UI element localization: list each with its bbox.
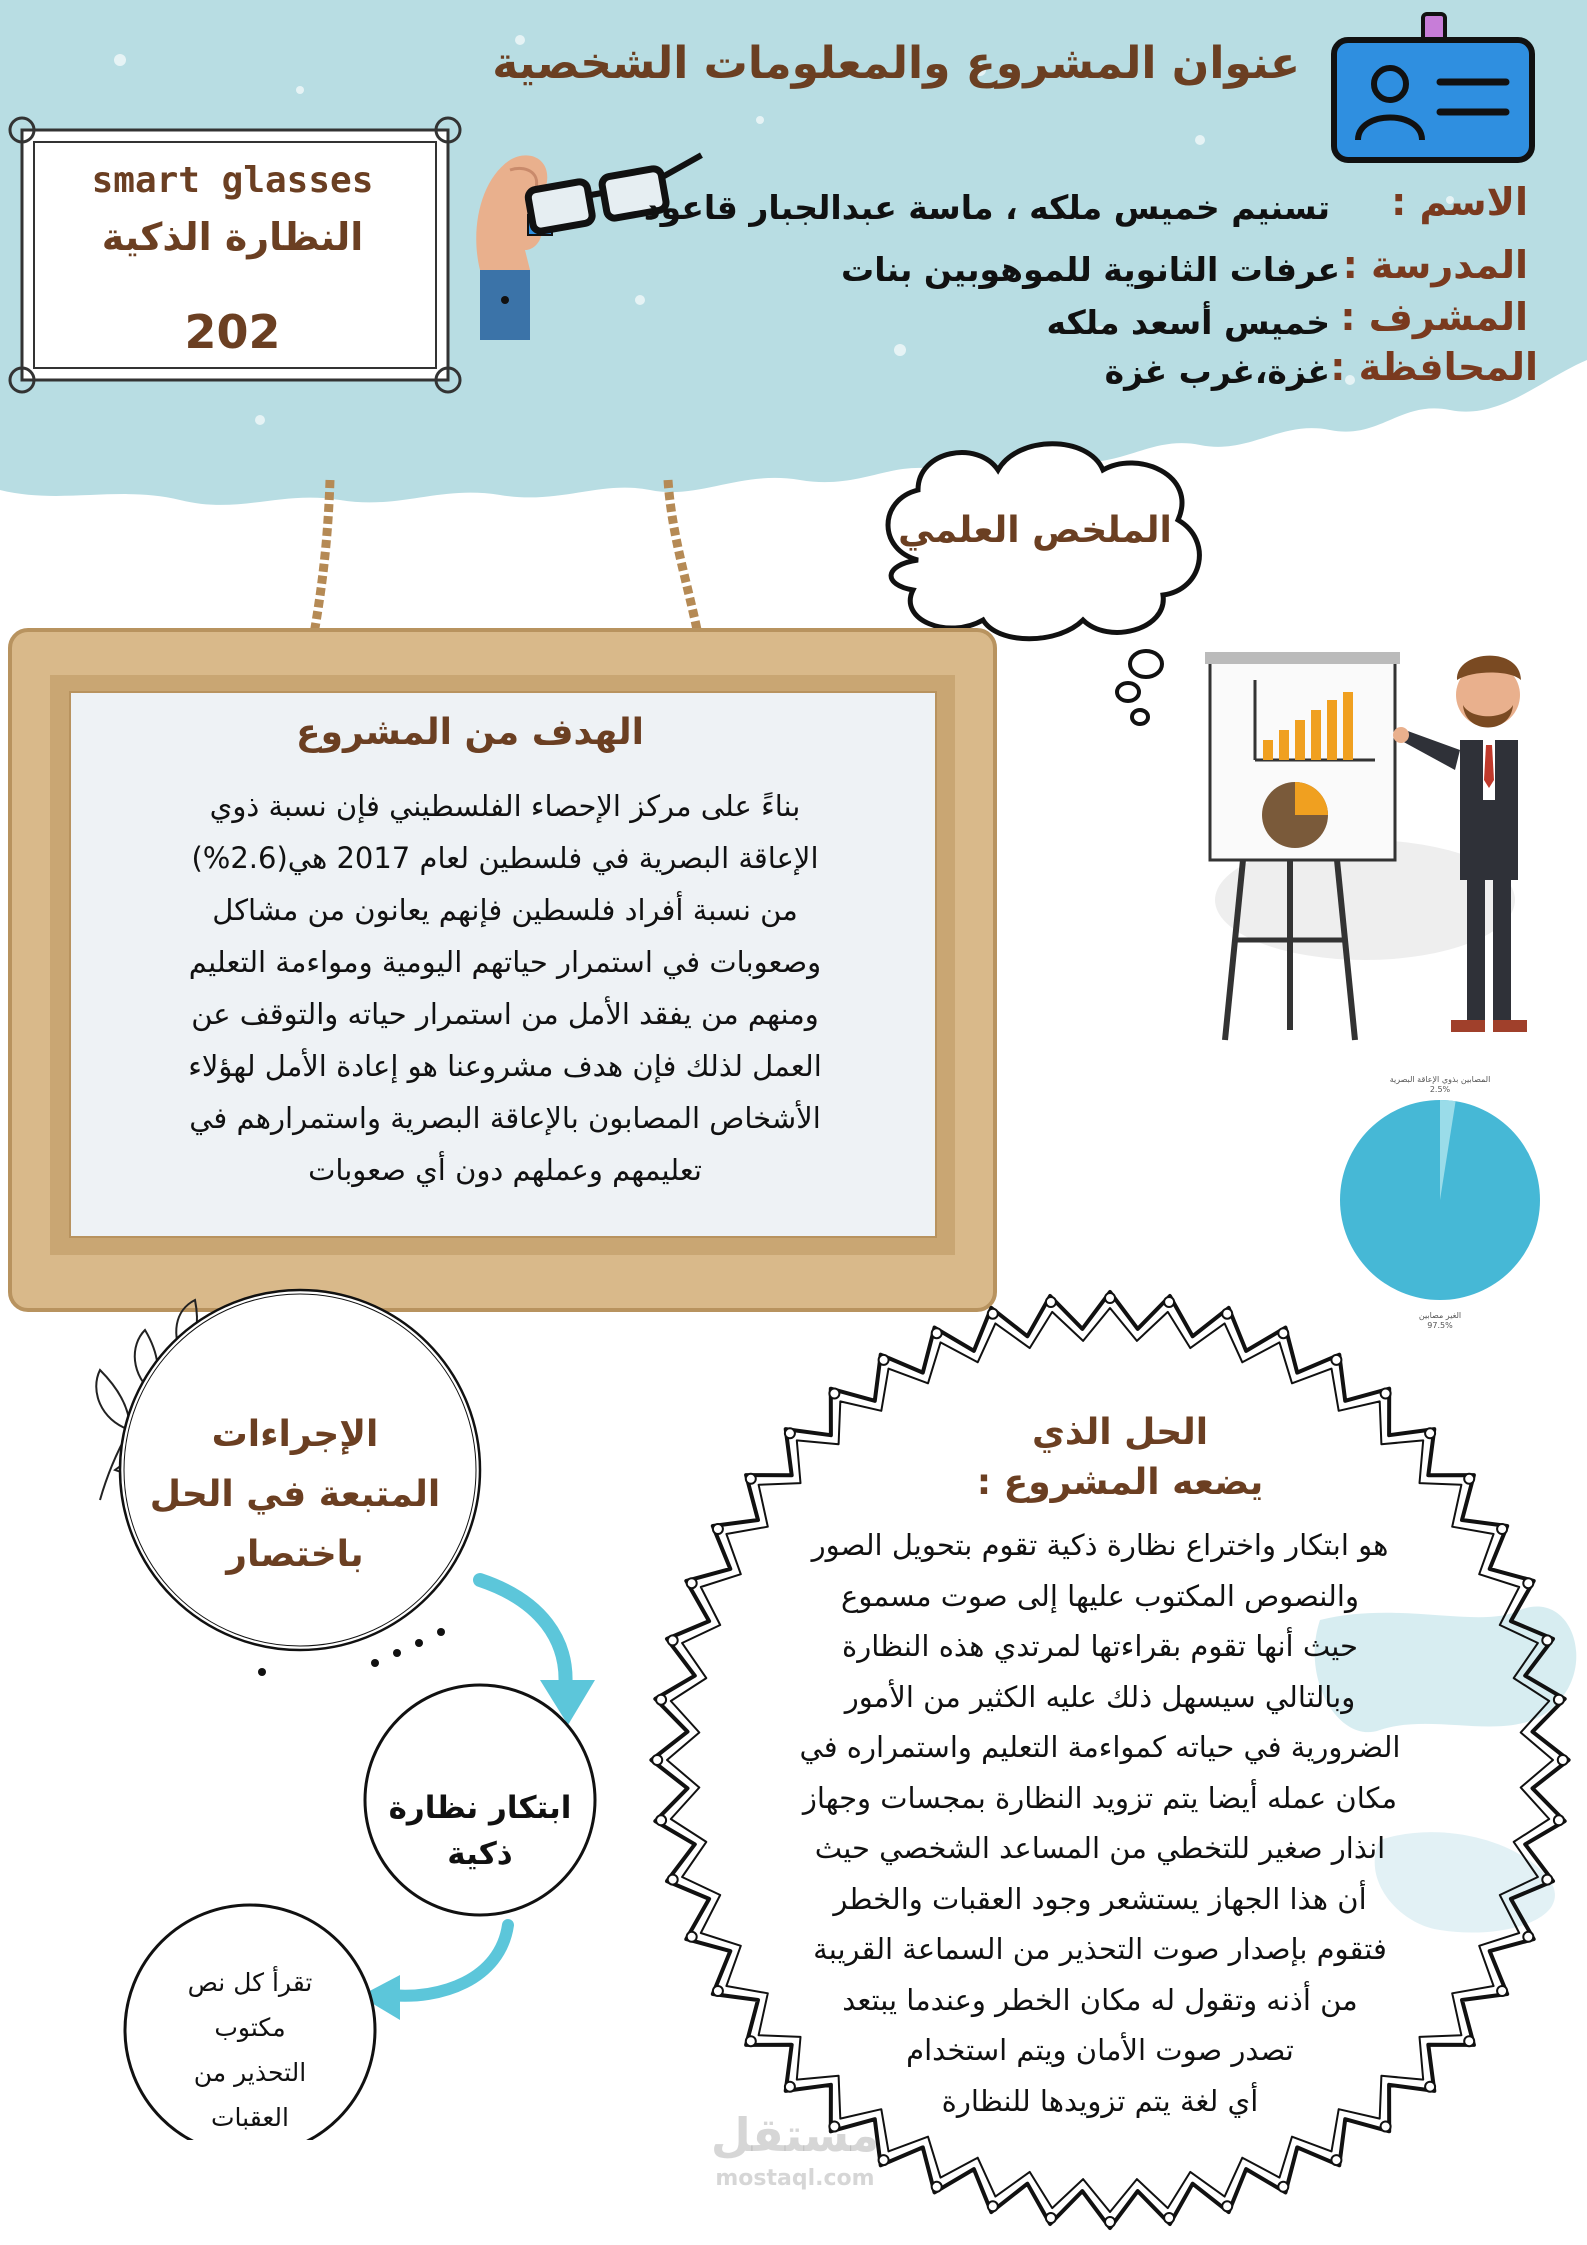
ornate-bead (1164, 2213, 1174, 2223)
ornate-bead (1331, 1355, 1341, 1365)
procedures-title-line: المتبعة في الحل (149, 1474, 441, 1515)
procedure-step-3 (150, 1960, 350, 2140)
goal-text (110, 780, 900, 1196)
school-value: عرفات الثانوية للموهوبين بنات (841, 250, 1340, 289)
name-label: الاسم : (1391, 180, 1528, 224)
solution-title-line: يضعه المشروع : (976, 1462, 1264, 1503)
solution-line: هو ابتكار واختراع نظارة ذكية تقوم بتحويل الصور (811, 1528, 1389, 1562)
ornate-bead (1464, 1474, 1474, 1484)
governorate-label: المحافظة : (1330, 345, 1538, 389)
goal-title: الهدف من المشروع (296, 712, 644, 753)
ornate-bead (879, 1355, 889, 1365)
solution-line: من أذنه وتقول له مكان الخطر وعندما يبتعد (842, 1982, 1358, 2017)
ornate-bead (1222, 2201, 1232, 2211)
ornate-bead (687, 1578, 697, 1588)
ornate-bead (1554, 1695, 1564, 1705)
ornate-bead (1523, 1932, 1533, 1942)
ornate-bead (1046, 2213, 1056, 2223)
ornate-bead (1464, 2036, 1474, 2046)
ornate-bead (1554, 1815, 1564, 1825)
solution-line: أن هذا الجهاز يستشعر وجود العقبات والخطر (833, 1881, 1367, 1916)
goal-line: الأشخاص المصابون بالإعاقة البصرية واستمرارهم في (189, 1101, 821, 1135)
ornate-bead (1278, 1328, 1288, 1338)
supervisor-label: المشرف : (1340, 295, 1528, 339)
solution-line: تصدر صوت الأمان ويتم استخدام (906, 2033, 1294, 2067)
ornate-bead (1558, 1755, 1568, 1765)
presenter-illustration (1205, 640, 1565, 1060)
procedure-step-2 (360, 1785, 600, 1877)
ornate-bead (1222, 1309, 1232, 1319)
solution-title (860, 1408, 1380, 1508)
pie-pct-bottom: 97.5% (1427, 1321, 1453, 1330)
solution-line: فتقوم بإصدار صوت التحذير من السماعة القريبة (813, 1932, 1387, 1966)
procedures-title-line: باختصار (226, 1534, 364, 1575)
ornate-bead (1542, 1635, 1552, 1645)
page-title: عنوان المشروع والمعلومات الشخصية (492, 38, 1300, 89)
ornate-bead (652, 1755, 662, 1765)
step-3-line: العقبات (211, 2103, 289, 2132)
ornate-bead (1046, 1297, 1056, 1307)
step-3-line: تقرأ كل نص (187, 1968, 313, 1997)
step-3-line: التحذير من (193, 2058, 307, 2087)
ornate-bead (785, 1428, 795, 1438)
ornate-bead (1497, 1986, 1507, 1996)
ornate-bead (656, 1815, 666, 1825)
ornate-bead (1278, 2182, 1288, 2192)
ornate-bead (668, 1635, 678, 1645)
goal-line: الإعاقة البصرية في فلسطين لعام 2017 هي(2.6%) (191, 841, 819, 875)
ornate-bead (687, 1932, 697, 1942)
name-value: تسنيم خميس ملكه ، ماسة عبدالجبار قاعود (643, 188, 1330, 227)
ornate-bead (713, 1986, 723, 1996)
solution-title-line: الحل الذي (1031, 1412, 1209, 1453)
solution-line: مكان عمله أيضا يتم تزويد النظارة بمجسات وجهاز (802, 1780, 1398, 1815)
id-card-icon (1328, 12, 1538, 167)
pie-label-top: المصابين بذوي الإعاقة البصرية (1389, 1075, 1491, 1084)
governorate-value: غزة،غرب غزة (1104, 352, 1330, 391)
step-2-line: ذكية (447, 1836, 513, 1872)
goal-line: وصعوبات في استمرار حياتهم اليومية ومواءمة التعليم (188, 945, 822, 979)
badge-arabic-title: النظارة الذكية (101, 215, 364, 259)
solution-line: أي لغة يتم تزويدها للنظارة (941, 2083, 1259, 2118)
step-2-line: ابتكار نظارة (388, 1790, 572, 1826)
ornate-bead (1497, 1524, 1507, 1534)
procedures-title (110, 1405, 480, 1585)
ornate-bead (932, 1328, 942, 1338)
supervisor-value: خميس أسعد ملكه (1046, 303, 1330, 342)
summary-title: الملخص العلمي (898, 510, 1172, 551)
goal-line: تعليمهم وعملهم دون أي صعوبات (308, 1153, 702, 1187)
ornate-bead (1331, 2155, 1341, 2165)
pie-pct-top: 2.5% (1429, 1085, 1451, 1094)
solution-line: حيث أنها تقوم بقراءتها لمرتدي هذه النظارة (842, 1629, 1358, 1663)
ornate-bead (829, 1389, 839, 1399)
ornate-bead (932, 2182, 942, 2192)
ornate-bead (988, 1309, 998, 1319)
goal-line: من نسبة أفراد فلسطين فإنهم يعانون من مشاكل (212, 893, 798, 927)
ornate-bead (1164, 1297, 1174, 1307)
ornate-bead (746, 1474, 756, 1484)
school-label: المدرسة : (1342, 243, 1528, 287)
badge-english-title: smart glasses (91, 160, 374, 201)
solution-line: انذار صغير للتخطي من المساعد الشخصي حيث (814, 1831, 1386, 1865)
ornate-bead (1105, 2217, 1115, 2227)
goal-line: ومنهم من يفقد الأمل من استمرار حياته والتوقف عن (191, 997, 819, 1031)
ornate-bead (1105, 1293, 1115, 1303)
goal-line: العمل لذلك فإن هدف مشروعنا هو إعادة الأمل لهؤلاء (188, 1049, 822, 1083)
ornate-bead (988, 2201, 998, 2211)
watermark-url: mostaql.com (715, 2166, 875, 2191)
ornate-bead (1542, 1875, 1552, 1885)
ornate-bead (668, 1875, 678, 1885)
watermark-logo: مستقل (710, 2108, 880, 2162)
solution-line: وبالتالي سيسهل ذلك عليه الكثير من الأمور (844, 1679, 1356, 1714)
solution-line: الضرورية في حياته كمواءمة التعليم واستمراره في (799, 1730, 1401, 1764)
pie-label-bottom: الغير مصابين (1418, 1311, 1462, 1320)
ornate-bead (1523, 1578, 1533, 1588)
step-3-line: مكتوب (214, 2013, 286, 2042)
procedures-title-line: الإجراءات (211, 1414, 379, 1455)
goal-line: بناءً على مركز الإحصاء الفلسطيني فإن نسبة ذوي (209, 789, 801, 823)
solution-text (740, 1520, 1460, 2126)
solution-line: والنصوص المكتوب عليها إلى صوت مسموع (841, 1578, 1359, 1613)
ornate-bead (1381, 1389, 1391, 1399)
badge-year: 202 (184, 305, 281, 359)
ornate-bead (713, 1524, 723, 1534)
ornate-bead (1425, 1428, 1435, 1438)
ornate-bead (656, 1695, 666, 1705)
